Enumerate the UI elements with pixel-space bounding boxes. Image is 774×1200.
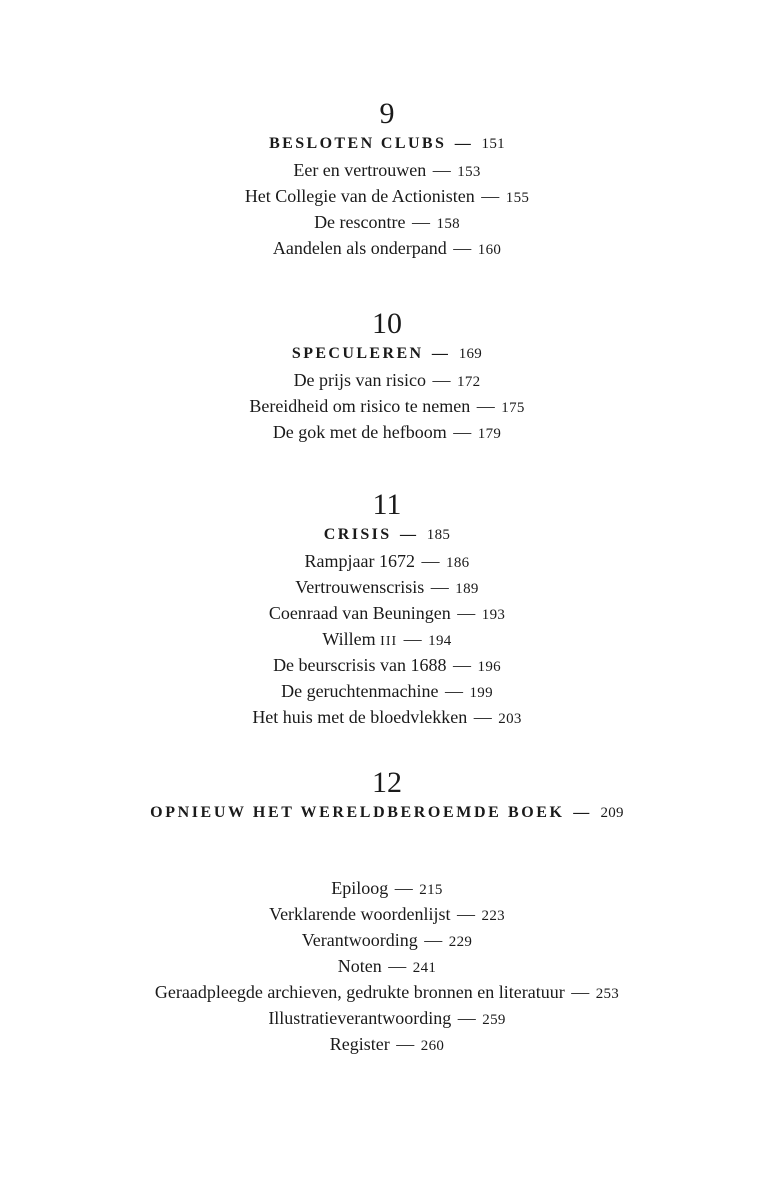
- chapter-number: 9: [379, 97, 395, 130]
- separator-dash: —: [457, 904, 476, 924]
- toc-entry: [0, 626, 774, 652]
- separator-dash: —: [388, 956, 407, 976]
- entry-label: Aandelen als onderpand: [272, 238, 447, 258]
- separator-dash: —: [453, 655, 472, 675]
- page-number: 215: [419, 882, 443, 898]
- entry-label: De prijs van risico: [293, 370, 427, 390]
- separator-dash: —: [421, 551, 440, 571]
- chapter-9: [0, 97, 774, 261]
- entry-label: Rampjaar 1672: [304, 551, 416, 571]
- chapter-number: 11: [372, 488, 402, 521]
- entry-label: Coenraad van Beuningen: [268, 603, 451, 623]
- separator-dash: —: [424, 930, 443, 950]
- page-number: 179: [477, 426, 502, 442]
- toc-entry: [0, 600, 774, 626]
- separator-dash: —: [476, 396, 495, 416]
- separator-dash: —: [573, 804, 592, 821]
- entry-label: De beurscrisis van 1688: [273, 655, 447, 675]
- toc-entry: [0, 209, 774, 235]
- toc-entry: [0, 678, 774, 704]
- toc-entry: [0, 393, 774, 419]
- separator-dash: —: [457, 603, 476, 623]
- page-number: 153: [457, 164, 481, 180]
- page-number: 172: [457, 374, 481, 390]
- separator-dash: —: [481, 186, 500, 206]
- chapter-11: [0, 488, 774, 730]
- toc-entry: [0, 1031, 774, 1057]
- toc-entry: [0, 927, 774, 953]
- page-number: 175: [501, 400, 525, 416]
- chapter-title: [0, 131, 774, 157]
- toc-entry: [0, 367, 774, 393]
- chapter-number: 10: [372, 307, 402, 340]
- toc-entry: [0, 574, 774, 600]
- entry-label: Verklarende woordenlijst: [269, 904, 451, 924]
- page-number: 259: [482, 1012, 506, 1028]
- toc-entry: [0, 875, 774, 901]
- chapter-10: [0, 307, 774, 445]
- chapter-12: [0, 766, 774, 826]
- entry-label: Het huis met de bloedvlekken: [252, 707, 468, 727]
- chapter-title-text: SPECULEREN: [291, 345, 424, 362]
- entry-label: Register: [329, 1034, 390, 1054]
- page-number: 169: [458, 346, 483, 362]
- page-number: 196: [477, 659, 501, 675]
- entry-label: De geruchtenmachine: [281, 681, 439, 701]
- chapter-title: [0, 522, 774, 548]
- entry-label: Geraadpleegde archieven, gedrukte bronnen en literatuur: [154, 982, 565, 1002]
- separator-dash: —: [432, 160, 451, 180]
- entry-label: Bereidheid om risico te nemen: [249, 396, 471, 416]
- entry-label: Vertrouwenscrisis: [295, 577, 425, 597]
- page-number: 151: [481, 136, 505, 152]
- separator-dash: —: [454, 135, 474, 152]
- separator-dash: —: [432, 370, 451, 390]
- separator-dash: —: [396, 1034, 415, 1054]
- entry-label: De rescontre: [314, 212, 406, 232]
- separator-dash: —: [457, 1008, 476, 1028]
- page-number: 189: [455, 581, 479, 597]
- entry-label: Willem: [322, 629, 376, 649]
- separator-dash: —: [412, 212, 431, 232]
- separator-dash: —: [571, 982, 590, 1002]
- toc-entry: [0, 979, 774, 1005]
- toc-entry: [0, 901, 774, 927]
- entry-label: Illustratieverantwoording: [268, 1008, 452, 1028]
- separator-dash: —: [473, 707, 492, 727]
- page-number: 229: [448, 934, 473, 950]
- entry-label: Eer en vertrouwen: [293, 160, 427, 180]
- chapter-number: 12: [372, 766, 402, 799]
- separator-dash: —: [394, 878, 413, 898]
- chapter-title: [0, 800, 774, 826]
- page-number: 160: [477, 242, 502, 258]
- chapter-title: [0, 341, 774, 367]
- chapter-title-text: CRISIS: [323, 526, 392, 543]
- entry-label: De gok met de hefboom: [272, 422, 447, 442]
- entry-label: Noten: [337, 956, 382, 976]
- page-number: 186: [446, 555, 470, 571]
- entry-label: Het Collegie van de Actionisten: [244, 186, 475, 206]
- page-number: 223: [481, 908, 505, 924]
- page-number: 185: [426, 527, 451, 543]
- page-number: 193: [481, 607, 506, 623]
- toc-entry: [0, 419, 774, 445]
- page-number: 260: [420, 1038, 445, 1054]
- toc-entry: [0, 548, 774, 574]
- separator-dash: —: [453, 422, 472, 442]
- toc-entry: [0, 183, 774, 209]
- separator-dash: —: [403, 629, 422, 649]
- toc-entry: [0, 953, 774, 979]
- chapter-title-text: BESLOTEN CLUBS: [269, 135, 447, 152]
- separator-dash: —: [431, 345, 451, 362]
- page-number: 253: [595, 986, 620, 1002]
- page-number: 199: [469, 685, 493, 701]
- toc-entry: [0, 157, 774, 183]
- toc-entry: [0, 704, 774, 730]
- page-number: 203: [498, 711, 522, 727]
- page-number: 209: [600, 805, 624, 821]
- toc-entry: [0, 652, 774, 678]
- separator-dash: —: [399, 526, 419, 543]
- page-number: 194: [428, 633, 452, 649]
- entry-label-roman: III: [380, 634, 398, 649]
- entry-label: Verantwoording: [301, 930, 418, 950]
- separator-dash: —: [445, 681, 463, 701]
- toc-entry: [0, 1005, 774, 1031]
- separator-dash: —: [453, 238, 472, 258]
- back-matter: [0, 875, 774, 1057]
- chapter-title-text: OPNIEUW HET WERELDBEROEMDE BOEK: [150, 804, 565, 821]
- entry-label: Epiloog: [331, 878, 389, 898]
- toc-entry: [0, 235, 774, 261]
- page-number: 241: [412, 960, 437, 976]
- page-number: 155: [505, 190, 530, 206]
- separator-dash: —: [430, 577, 449, 597]
- page-number: 158: [436, 216, 460, 232]
